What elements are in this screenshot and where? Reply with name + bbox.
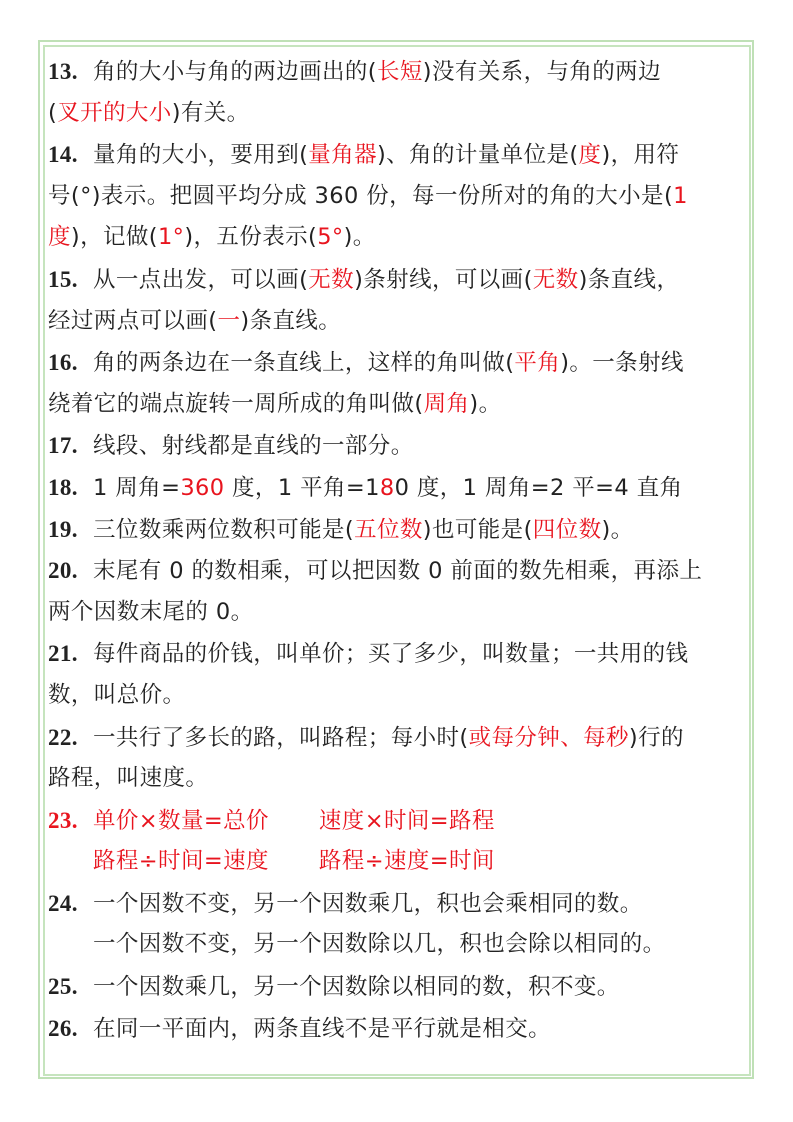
note-line xyxy=(48,717,753,759)
body-text: 一个因数不变，另一个因数乘几，积也会乘相同的数。 xyxy=(93,890,643,917)
answer-text: 度 xyxy=(48,224,71,251)
body-text: )，记做( xyxy=(70,224,158,251)
body-text: 0 度，1 周角=2 平=4 直角 xyxy=(394,474,683,501)
body-text: )。 xyxy=(469,390,502,417)
item-number: 19. xyxy=(48,516,78,542)
item-number: 26. xyxy=(48,1015,78,1041)
body-text: )行的 xyxy=(628,724,684,751)
note-line xyxy=(48,342,753,384)
body-text: 度，1 平角=1 xyxy=(224,474,380,501)
body-text: 角的大小与角的两边画出的( xyxy=(93,59,377,85)
note-line xyxy=(48,758,753,800)
answer-text: 1° xyxy=(157,224,185,251)
answer-text: 1 xyxy=(673,182,688,209)
body-text: )有关。 xyxy=(171,99,250,126)
body-text: )、角的计量单位是( xyxy=(376,142,579,169)
body-text: )条直线， xyxy=(578,266,680,293)
body-text: 一个因数乘几，另一个因数除以相同的数，积不变。 xyxy=(93,974,620,1001)
answer-text: 叉开的大小 xyxy=(57,99,172,126)
answer-text: 或每分钟、每秒 xyxy=(468,724,629,751)
item-number: 13. xyxy=(48,59,78,84)
note-line xyxy=(48,259,753,301)
body-text: 末尾有 0 的数相乘，可以把因数 0 前面的数先相乘，再添上 xyxy=(93,558,703,585)
note-line xyxy=(48,134,753,176)
answer-text: 五位数 xyxy=(354,516,423,543)
answer-text: 四位数 xyxy=(532,516,602,543)
notes-list xyxy=(48,51,753,1049)
item-number: 18. xyxy=(48,474,78,500)
body-text: 数，叫总价。 xyxy=(48,681,186,708)
body-text: )没有关系，与角的两边 xyxy=(422,59,661,85)
item-number: 15. xyxy=(48,266,78,292)
answer-text: 路程÷速度=时间 xyxy=(318,848,495,875)
note-line xyxy=(48,592,753,634)
item-number: 22. xyxy=(48,724,78,750)
note-line xyxy=(48,93,753,135)
item-number: 21. xyxy=(48,641,78,667)
note-line xyxy=(48,425,753,467)
body-text: 从一点出发，可以画( xyxy=(93,266,309,293)
note-line xyxy=(48,550,753,592)
item-number: 23. xyxy=(48,807,78,833)
body-text: 绕着它的端点旋转一周所成的角叫做( xyxy=(48,390,424,417)
body-text: 三位数乘两位数积可能是( xyxy=(93,516,355,543)
body-text: 号(°)表示。把圆平均分成 360 份，每一份所对的角的大小是( xyxy=(48,182,674,209)
answer-text: 路程÷时间=速度 xyxy=(93,848,269,875)
body-text: ( xyxy=(48,99,58,126)
answer-text: 5° xyxy=(317,224,344,251)
body-text: 路程，叫速度。 xyxy=(48,765,209,792)
note-line xyxy=(48,51,753,93)
answer-text: 无数 xyxy=(532,266,579,293)
note-line xyxy=(48,675,753,717)
item-number: 17. xyxy=(48,433,78,459)
body-text: 两个因数末尾的 0。 xyxy=(48,598,254,625)
note-line xyxy=(48,966,753,1008)
body-text: 在同一平面内，两条直线不是平行就是相交。 xyxy=(93,1015,552,1042)
answer-text: 周角 xyxy=(423,390,470,417)
answer-text: 360 xyxy=(180,474,225,501)
note-line xyxy=(48,176,753,218)
body-text: 一个因数不变，另一个因数除以几，积也会除以相同的。 xyxy=(93,931,666,958)
body-text: )条射线，可以画( xyxy=(354,266,533,293)
body-text: 每件商品的价钱，叫单价；买了多少，叫数量；一共用的钱 xyxy=(93,641,689,668)
body-text: 经过两点可以画( xyxy=(48,307,218,334)
body-text: )。 xyxy=(343,224,376,251)
note-line xyxy=(48,301,753,343)
answer-text: 8 xyxy=(379,474,395,501)
answer-text: 速度×时间=路程 xyxy=(318,807,495,834)
body-text: 角的两条边在一条直线上，这样的角叫做( xyxy=(93,350,515,377)
body-text: 线段、射线都是直线的一部分。 xyxy=(93,433,414,460)
item-number: 14. xyxy=(48,142,78,168)
body-text: 量角的大小，要用到( xyxy=(93,142,309,169)
note-line xyxy=(48,1008,753,1050)
body-text: )。 xyxy=(601,516,634,543)
note-line xyxy=(48,883,753,925)
answer-text: 度 xyxy=(578,142,602,169)
note-line xyxy=(48,509,753,551)
item-number: 16. xyxy=(48,350,78,376)
body-text: 1 周角= xyxy=(93,474,181,501)
item-number: 25. xyxy=(48,974,78,1000)
body-text: )也可能是( xyxy=(422,516,533,543)
answer-text: 一 xyxy=(217,307,241,334)
note-line xyxy=(48,217,753,259)
body-text: )。一条射线 xyxy=(560,350,684,377)
item-number: 20. xyxy=(48,558,78,584)
body-text: )条直线。 xyxy=(240,307,342,334)
note-line xyxy=(48,841,753,883)
answer-text: 长短 xyxy=(376,59,423,85)
answer-text: 单价×数量=总价 xyxy=(93,807,269,834)
note-line xyxy=(48,924,753,966)
note-line xyxy=(48,633,753,675)
body-text: 一共行了多长的路，叫路程；每小时( xyxy=(93,724,469,751)
note-line xyxy=(48,467,753,509)
note-line xyxy=(48,384,753,426)
answer-text: 量角器 xyxy=(308,142,377,169)
body-text: )，五份表示( xyxy=(184,224,318,251)
note-line xyxy=(48,800,753,842)
body-text: )，用符 xyxy=(601,142,680,169)
answer-text: 平角 xyxy=(514,350,561,377)
answer-text: 无数 xyxy=(308,266,355,293)
item-number: 24. xyxy=(48,890,78,916)
